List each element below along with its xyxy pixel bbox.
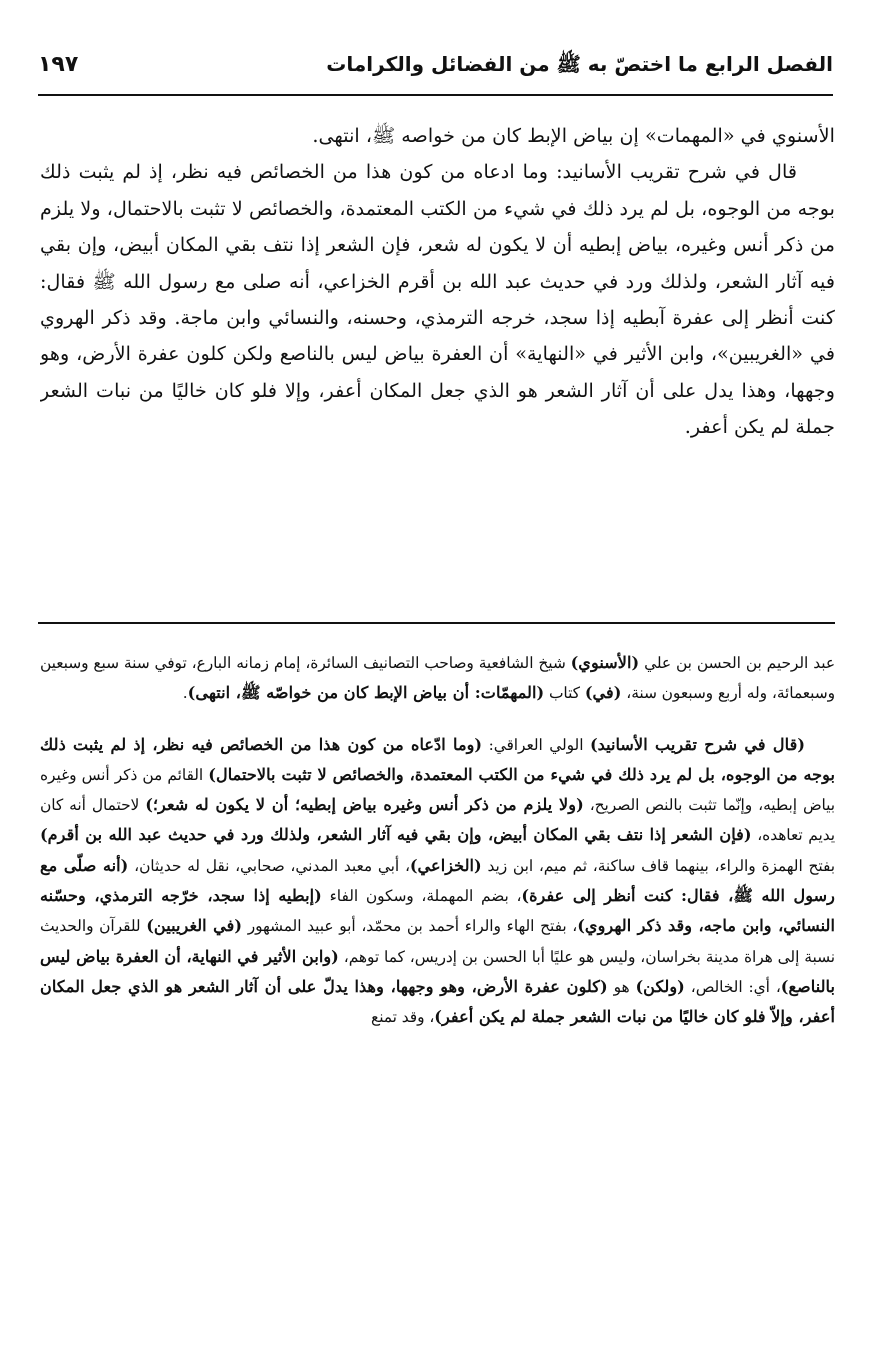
commentary-quote: (إبطيه إذا سجد، خرّجه الترمذي، وحسّنه النسائي، وابن ماجه، وقد ذكر الهروي)	[40, 886, 835, 936]
commentary-quote: (الأسنوي)	[570, 653, 640, 672]
main-text	[40, 118, 835, 608]
commentary-text: لاحتمال أنه كان يديم تعاهده،	[40, 796, 835, 845]
commentary-quote: (أنه صلّى مع رسول الله ﷺ، فقال: كنت أنظر إلى عفرة)	[40, 855, 835, 906]
commentary-text: القائم من ذكر أنس وغيره بياض إبطيه، وإنّما تثبت بالنص الصريح،	[40, 765, 835, 815]
commentary-text: ، بضم المهملة، وسكون الفاء	[321, 887, 522, 906]
commentary-quote: (كلون عفرة الأرض، وهو وجهها، وهذا يدلّ على أن آثار الشعر هو الذي جعل المكان أعفر، وإلاّ فلو كان خاليًا من نبات الشعر جملة لم يكن أعفر)	[40, 976, 835, 1027]
commentary-paragraph-2	[40, 730, 835, 1033]
commentary-text: شيخ الشافعية وصاحب التصانيف السائرة، إمام زمانه البارع، توفي سنة سبع وسبعين وسبعمائة، وله أربع وسبعون سنة،	[40, 654, 835, 703]
commentary-quote: (في)	[584, 683, 622, 703]
footnote-separator	[38, 622, 835, 624]
commentary-quote: (ولا يلزم من ذكر أنس وغيره بياض إبطيه؛ أن لا يكون له شعر؛)	[145, 795, 584, 815]
commentary-quote: (وما ادّعاه من كون هذا من الخصائص فيه نظر، إذ لم يثبت ذلك بوجه من الوجوه، بل لم يرد ذلك في شيء من الكتب المعتمدة، والخصائص لا تثبت بالاحتمال)	[40, 734, 835, 784]
commentary-text: ، بفتح الهاء والراء أحمد بن محمّد، أبو عبيد المشهور	[242, 917, 578, 936]
commentary-text: ، وقد تمنع	[371, 1008, 435, 1027]
commentary-quote: (فإن الشعر إذا نتف بقي المكان أبيض، وإن بقي فيه آثار الشعر، ولذلك ورد في حديث عبد الله بن أقرم)	[40, 825, 752, 845]
commentary-quote: (المهمّات: أن بياض الإبط كان من خواصّه ﷺ، انتهى)	[187, 683, 545, 703]
commentary-paragraph-1	[40, 648, 835, 709]
page-header	[38, 50, 833, 96]
commentary-quote: (في الغريبين)	[146, 916, 243, 936]
commentary-quote: (قال في شرح تقريب الأسانيد)	[589, 734, 805, 754]
main-paragraph-2: قال في شرح تقريب الأسانيد: وما ادعاه من كون هذا من الخصائص فيه نظر، إذ لم يثبت ذلك بوجه من الوجوه، بل لم يرد ذلك في شيء من الكتب المعتمدة، والخصائص لا تثبت بالاحتمال، ولا يلزم من ذكر أنس وغيره، بياض إبطيه أن لا يكون له شعر، فإن الشعر إذا نتف بقي المكان أبيض، وإن بقي فيه آثار الشعر، ولذلك ورد في حديث عبد الله بن أقرم الخزاعي، أنه صلى مع رسول الله ﷺ فقال: كنت أنظر إلى عفرة آبطيه إذا سجد، خرجه الترمذي، وحسنه، والنسائي وابن ماجة. وقد ذكر الهروي في «الغريبين»، وابن الأثير في «النهاية» أن العفرة بياض ليس بالناصع ولكن كلون عفرة الأرض، وهو وجهها، وهذا يدل على أن آثار الشعر هو الذي جعل المكان أعفر، وإلا فلو كان خاليًا من نبات الشعر جملة لم يكن أعفر.	[40, 160, 835, 439]
commentary-quote: (ولكن)	[635, 976, 685, 996]
commentary-text: ، أبي معبد المدني، صحابي، نقل له حديثان،	[128, 856, 410, 875]
main-paragraph-1: الأسنوي في «المهمات» إن بياض الإبط كان من خواصه ﷺ، انتهى.	[312, 124, 835, 147]
commentary-text: للقرآن والحديث نسبة إلى هراة مدينة بخراسان، وليس هو عليًا أبا الحسن بن إدريس، كما توهم،	[40, 917, 835, 966]
commentary-text: كتاب	[544, 684, 585, 703]
commentary-text: هو	[607, 977, 636, 996]
commentary-text: .	[182, 684, 188, 703]
commentary-text: بفتح الهمزة والراء، بينهما قاف ساكنة، ثم ميم، ابن زيد	[481, 856, 835, 875]
commentary-quote: (الخزاعي)	[409, 855, 482, 875]
page-number: ١٩٧	[38, 52, 79, 77]
running-title: الفصل الرابع ما اختصّ به ﷺ من الفضائل والكرامات	[326, 52, 833, 76]
commentary	[40, 648, 835, 1348]
commentary-quote: (وابن الأثير في النهاية، أن العفرة بياض ليس بالناصع)	[40, 946, 835, 996]
commentary-text: عبد الرحيم بن الحسن بن علي	[639, 654, 835, 672]
commentary-text: الولي العراقي:	[482, 735, 590, 754]
commentary-text: ، أي: الخالص،	[684, 977, 781, 996]
